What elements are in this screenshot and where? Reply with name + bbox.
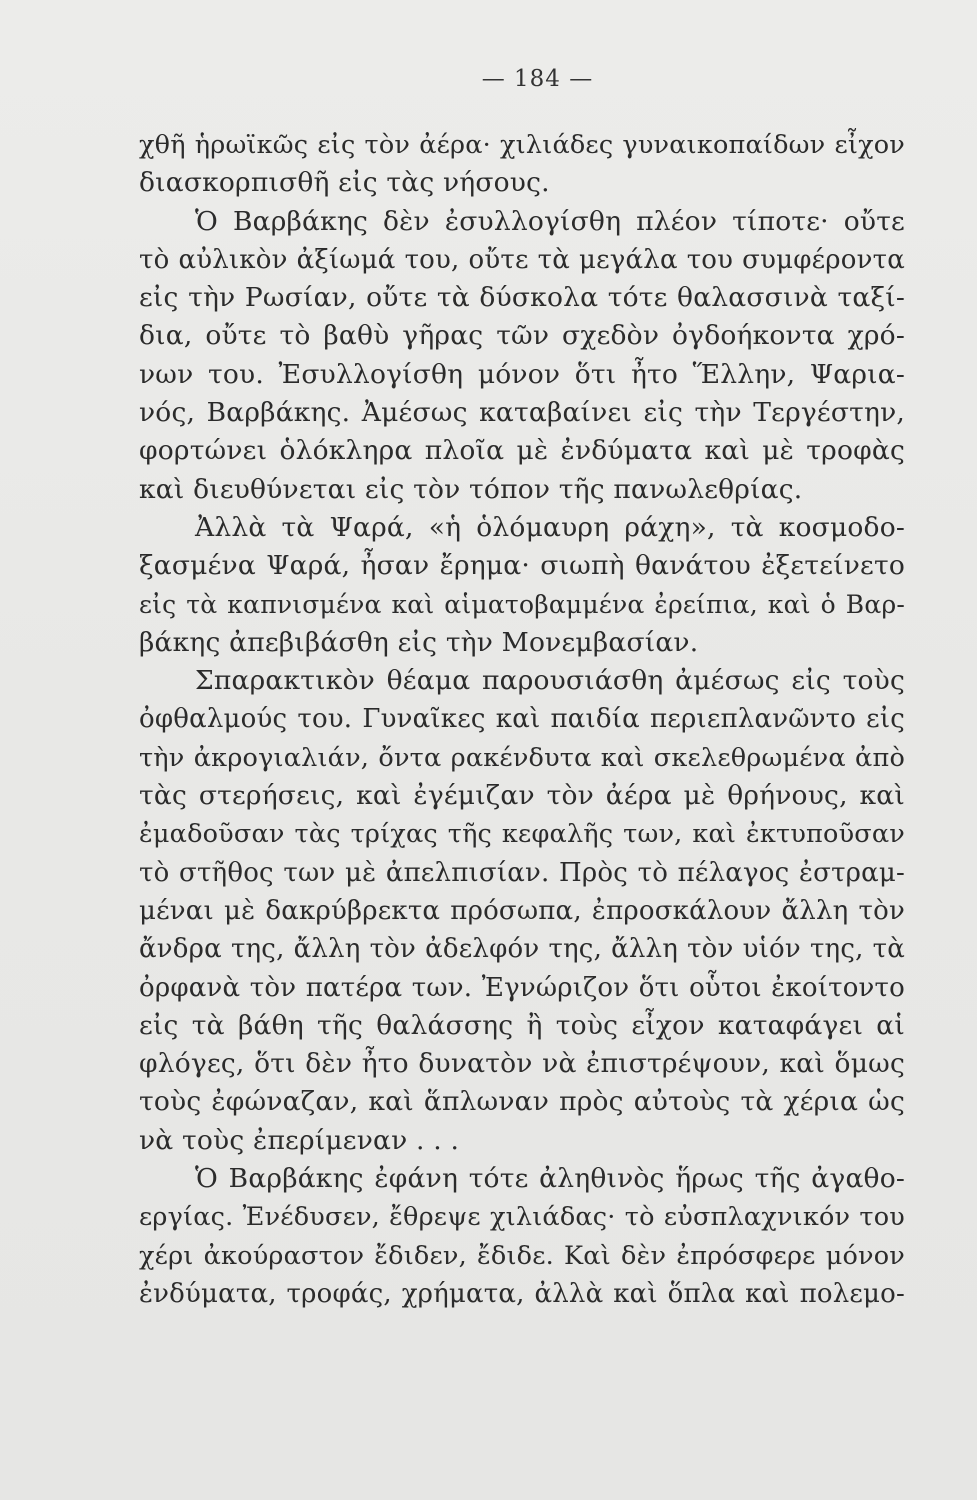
text-line: Ὁ Βαρβάκης δὲν ἐσυλλογίσθη πλέον τίποτε· οὔτε (195, 205, 905, 237)
text-line: χθῆ ἡρωϊκῶς εἰς τὸν ἀέρα· χιλιάδες γυναικοπαίδων εἶχον (139, 130, 905, 160)
text-line: τὸ στῆθος των μὲ ἀπελπισίαν. Πρὸς τὸ πέλαγος ἐστραμ- (139, 857, 905, 888)
text-line: ξασμένα Ψαρά, ἦσαν ἔρημα· σιωπὴ θανάτου ἐξετείνετο (139, 550, 905, 582)
text-line: τὸ αὐλικὸν ἀξίωμά του, οὔτε τὰ μεγάλα του συμφέροντα (139, 244, 905, 275)
text-line: βάκης ἀπεβιβάσθη εἰς τὴν Μονεμβασίαν. (139, 626, 699, 658)
text-line: τοὺς ἐφώναζαν, καὶ ἅπλωναν πρὸς αὐτοὺς τὰ χέρια ὡς (139, 1086, 905, 1118)
text-line: εἰς τὰ καπνισμένα καὶ αἱματοβαμμένα ἐρείπια, καὶ ὁ Βαρ- (139, 589, 905, 619)
text-line: εἰς τὴν Ρωσίαν, οὔτε τὰ δύσκολα τότε θαλασσινὰ ταξί- (139, 282, 905, 314)
text-line: φορτώνει ὁλόκληρα πλοῖα μὲ ἐνδύματα καὶ μὲ τροφὰς (139, 435, 905, 467)
text-line: νων του. Ἐσυλλογίσθη μόνον ὅτι ἦτο Ἕλλην, Ψαρια- (139, 358, 905, 390)
text-line: Σπαρακτικὸν θέαμα παρουσιάσθη ἀμέσως εἰς τοὺς (195, 665, 905, 697)
text-line: Ὁ Βαρβάκης ἐφάνη τότε ἀληθινὸς ἥρως τῆς ἀγαθο- (195, 1163, 905, 1195)
text-line: ἐνδύματα, τροφάς, χρήματα, ἀλλὰ καὶ ὅπλα καὶ πολεμο- (139, 1278, 905, 1309)
text-line: καὶ διευθύνεται εἰς τὸν τόπον τῆς πανωλεθρίας. (139, 473, 803, 505)
text-line: Ἀλλὰ τὰ Ψαρά, «ἡ ὁλόμαυρη ράχη», τὰ κοσμοδο- (195, 511, 905, 543)
text-line: εἰς τὰ βάθη τῆς θαλάσσης ἢ τοὺς εἶχον καταφάγει αἱ (139, 1009, 905, 1041)
body-text (139, 126, 905, 1313)
text-line: χέρι ἀκούραστον ἔδιδεν, ἔδιδε. Καὶ δὲν ἐπρόσφερε μόνον (139, 1240, 905, 1271)
text-line: δια, οὔτε τὸ βαθὺ γῆρας τῶν σχεδὸν ὀγδοήκοντα χρό- (139, 320, 905, 352)
text-line: νὰ τοὺς ἐπερίμεναν . . . (139, 1124, 460, 1156)
text-line: μέναι μὲ δακρύβρεκτα πρόσωπα, ἐπροσκάλουν ἄλλη τὸν (139, 895, 905, 926)
text-line: τὰς στερήσεις, καὶ ἐγέμιζαν τὸν ἀέρα μὲ θρήνους, καὶ (139, 780, 905, 812)
text-line: ὀφθαλμούς του. Γυναῖκες καὶ παιδία περιεπλανῶντο εἰς (139, 704, 905, 735)
text-line: εργίας. Ἐνέδυσεν, ἔθρεψε χιλιάδας· τὸ εὐσπλαχνικόν του (139, 1202, 905, 1233)
text-line: διασκορπισθῆ εἰς τὰς νήσους. (139, 167, 550, 199)
page-number: — 184 — (481, 66, 594, 92)
text-line: ὀρφανὰ τὸν πατέρα των. Ἐγνώριζον ὅτι οὗτοι ἐκοίτοντο (139, 972, 905, 1003)
text-line: ἐμαδοῦσαν τὰς τρίχας τῆς κεφαλῆς των, καὶ ἐκτυποῦσαν (139, 819, 905, 850)
text-line: τὴν ἀκρογιαλιάν, ὄντα ρακένδυτα καὶ σκελεθρωμένα ἀπὸ (139, 742, 905, 773)
text-line: νός, Βαρβάκης. Ἀμέσως καταβαίνει εἰς τὴν Τεργέστην, (139, 397, 905, 429)
text-line: φλόγες, ὅτι δὲν ἦτο δυνατὸν νὰ ἐπιστρέψουν, καὶ ὅμως (139, 1048, 905, 1080)
text-line: ἄνδρα της, ἄλλη τὸν ἀδελφόν της, ἄλλη τὸν υἱόν της, τὰ (139, 934, 905, 965)
